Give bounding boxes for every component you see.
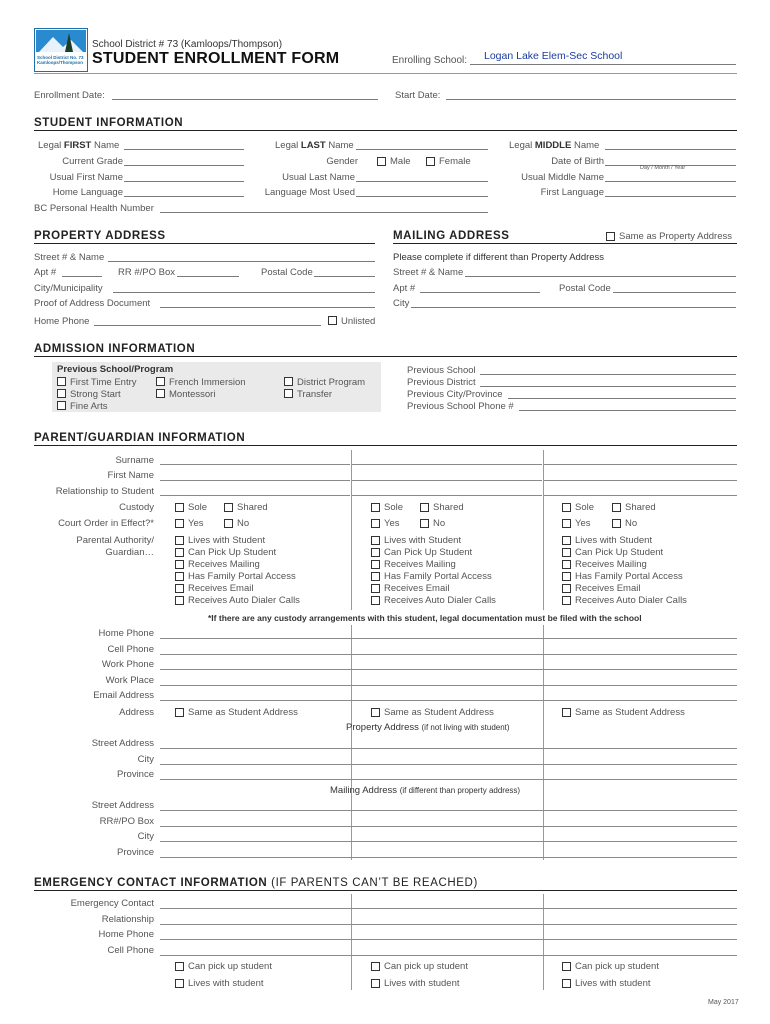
usual-middle-name-label: Usual Middle Name — [521, 172, 604, 183]
parent-column-divider-4 — [543, 625, 544, 860]
previous-school-field[interactable] — [480, 374, 736, 375]
parent-mail-city-row[interactable] — [160, 841, 737, 842]
emergency-pickup-label-2: Can pick up student — [384, 961, 468, 972]
admission-rule — [34, 356, 737, 357]
first-language-field[interactable] — [605, 196, 736, 197]
same-as-student-checkbox-3[interactable] — [562, 708, 571, 717]
dialer-label: Receives Auto Dialer Calls — [575, 595, 687, 606]
female-checkbox[interactable] — [426, 157, 435, 166]
district-program-label: District Program — [297, 377, 366, 388]
french-immersion-label: French Immersion — [169, 377, 246, 388]
legal-last-name-label: Legal LAST Name — [275, 140, 354, 151]
current-grade-label: Current Grade — [62, 156, 123, 167]
logo-text: School District No. 73 Kamloops/Thompson — [37, 55, 84, 65]
property-postal-label: Postal Code — [261, 267, 313, 278]
parent-work-place-row[interactable] — [160, 685, 737, 686]
parent-col-2 — [352, 450, 542, 610]
first-time-entry-checkbox[interactable] — [57, 377, 66, 386]
emergency-contact-label: Emergency Contact — [70, 898, 154, 909]
parent-street-label: Street Address — [91, 738, 154, 749]
no-label: No — [237, 518, 250, 529]
transfer-checkbox[interactable] — [284, 389, 293, 398]
header-divider — [34, 73, 737, 74]
email-checkbox[interactable] — [175, 584, 184, 593]
emergency-lives-checkbox-1[interactable] — [175, 979, 184, 988]
dialer-checkbox[interactable] — [371, 596, 380, 605]
student-info-heading: STUDENT INFORMATION — [34, 117, 184, 129]
previous-city-field[interactable] — [508, 398, 736, 399]
previous-district-label: Previous District — [407, 377, 476, 388]
yes-label: Yes — [575, 518, 591, 529]
parent-mail-rr-label: RR#/PO Box — [99, 816, 154, 827]
property-city-label: City/Municipality — [34, 283, 103, 294]
relationship-label: Relationship to Student — [55, 486, 154, 497]
property-address-rule — [34, 243, 375, 244]
usual-middle-name-field[interactable] — [605, 181, 736, 182]
parent-address-label: Address — [119, 707, 154, 718]
same-as-student-checkbox-1[interactable] — [175, 708, 184, 717]
parent-guardian-rule — [34, 445, 737, 446]
emergency-home-phone-row[interactable] — [160, 939, 737, 940]
pickup-label: Can Pick Up Student — [188, 547, 277, 558]
sole-checkbox[interactable] — [175, 503, 184, 512]
no-label: No — [625, 518, 638, 529]
enrollment-date-label: Enrollment Date: — [34, 90, 105, 101]
mailing-city-field[interactable] — [411, 307, 736, 308]
property-address-caption: Property Address (if not living with student) — [346, 722, 510, 733]
emergency-relationship-row[interactable] — [160, 924, 737, 925]
sole-checkbox[interactable] — [371, 503, 380, 512]
court-order-label: Court Order in Effect?* — [58, 518, 154, 529]
lives-label: Lives with Student — [575, 535, 653, 546]
email-checkbox[interactable] — [562, 584, 571, 593]
home-phone-field[interactable] — [94, 325, 321, 326]
dialer-label: Receives Auto Dialer Calls — [384, 595, 496, 606]
home-phone-label: Home Phone — [34, 316, 90, 327]
mailing-postal-field[interactable] — [613, 292, 736, 293]
emergency-contact-row[interactable] — [160, 908, 737, 909]
language-most-used-field[interactable] — [356, 196, 488, 197]
parent-work-phone-row[interactable] — [160, 669, 737, 670]
footer-date: May 2017 — [708, 999, 739, 1006]
shared-checkbox[interactable] — [612, 503, 621, 512]
proof-of-address-label: Proof of Address Document — [34, 298, 151, 309]
unlisted-label: Unlisted — [341, 316, 376, 327]
property-apt-field[interactable] — [62, 276, 102, 277]
enrollment-date-field[interactable] — [112, 99, 378, 100]
relationship-field[interactable] — [352, 495, 542, 496]
parent-city-label: City — [137, 754, 154, 765]
parent-mail-street-label: Street Address — [91, 800, 154, 811]
relationship-field[interactable] — [160, 495, 350, 496]
shared-label: Shared — [433, 502, 464, 513]
district-name: School District # 73 (Kamloops/Thompson) — [92, 39, 283, 50]
previous-district-field[interactable] — [480, 386, 736, 387]
emergency-heading: EMERGENCY CONTACT INFORMATION (IF PARENTS CAN’T BE REACHED) — [34, 877, 478, 889]
bc-phn-field[interactable] — [160, 212, 488, 213]
mailing-checkbox[interactable] — [562, 560, 571, 569]
parent-guardian-heading: PARENT/GUARDIAN INFORMATION — [34, 432, 246, 444]
mailing-note: Please complete if different than Property Address — [393, 252, 605, 263]
strong-start-checkbox[interactable] — [57, 389, 66, 398]
sole-label: Sole — [575, 502, 595, 513]
surname-field[interactable] — [544, 464, 737, 465]
mailing-label: Receives Mailing — [575, 559, 647, 570]
parent-street-row[interactable] — [160, 748, 737, 749]
dob-label: Date of Birth — [551, 156, 604, 167]
previous-city-label: Previous City/Province — [407, 389, 503, 400]
student-info-rule — [34, 130, 737, 131]
parent-mail-rr-row[interactable] — [160, 826, 737, 827]
usual-first-name-field[interactable] — [124, 181, 244, 182]
shared-label: Shared — [237, 502, 268, 513]
montessori-label: Montessori — [169, 389, 216, 400]
emergency-rule — [34, 890, 737, 891]
unlisted-checkbox[interactable] — [328, 316, 337, 325]
dialer-checkbox[interactable] — [562, 596, 571, 605]
first-language-label: First Language — [540, 187, 604, 198]
emergency-pickup-checkbox-1[interactable] — [175, 962, 184, 971]
female-label: Female — [439, 156, 471, 167]
yes-checkbox[interactable] — [175, 519, 184, 528]
parent-mail-street-row[interactable] — [160, 810, 737, 811]
parent-province-row[interactable] — [160, 779, 737, 780]
legal-first-name-label: Legal FIRST Name — [38, 140, 120, 151]
sole-checkbox[interactable] — [562, 503, 571, 512]
mailing-label: Receives Mailing — [384, 559, 456, 570]
portal-checkbox[interactable] — [175, 572, 184, 581]
mailing-postal-label: Postal Code — [559, 283, 611, 294]
emergency-home-phone-label: Home Phone — [98, 929, 154, 940]
email-label: Receives Email — [575, 583, 641, 594]
montessori-checkbox[interactable] — [156, 389, 165, 398]
parent-cell-phone-row[interactable] — [160, 654, 737, 655]
mailing-apt-label: Apt # — [393, 283, 416, 294]
property-rr-label: RR #/PO Box — [118, 267, 176, 278]
emergency-pickup-label-3: Can pick up student — [575, 961, 659, 972]
property-street-field[interactable] — [108, 261, 375, 262]
current-grade-field[interactable] — [124, 165, 244, 166]
parent-cell-phone-label: Cell Phone — [107, 644, 154, 655]
district-program-checkbox[interactable] — [284, 377, 293, 386]
emergency-cell-phone-row[interactable] — [160, 955, 737, 956]
male-label: Male — [390, 156, 411, 167]
emergency-lives-label-2: Lives with student — [384, 978, 460, 989]
emergency-lives-label-3: Lives with student — [575, 978, 651, 989]
previous-phone-field[interactable] — [519, 410, 736, 411]
email-label: Receives Email — [188, 583, 254, 594]
pickup-label: Can Pick Up Student — [575, 547, 664, 558]
same-as-student-label-2: Same as Student Address — [384, 707, 494, 718]
surname-field[interactable] — [160, 464, 350, 465]
emergency-pickup-label-1: Can pick up student — [188, 961, 272, 972]
parent-email-label: Email Address — [93, 690, 154, 701]
admission-heading: ADMISSION INFORMATION — [34, 343, 196, 355]
parent-home-phone-row[interactable] — [160, 638, 737, 639]
start-date-field[interactable] — [446, 99, 736, 100]
mailing-label: Receives Mailing — [188, 559, 260, 570]
lives-checkbox[interactable] — [562, 536, 571, 545]
mailing-address-heading: MAILING ADDRESS — [393, 230, 510, 242]
first-name-field[interactable] — [352, 480, 542, 481]
surname-label: Surname — [115, 455, 154, 466]
legal-middle-name-label: Legal MIDDLE Name — [509, 140, 600, 151]
lives-checkbox[interactable] — [371, 536, 380, 545]
fine-arts-checkbox[interactable] — [57, 401, 66, 410]
mailing-street-field[interactable] — [465, 276, 736, 277]
dob-hint: Day / Month / Year — [640, 165, 686, 171]
legal-middle-name-field[interactable] — [605, 149, 736, 150]
first-name-label: First Name — [107, 470, 154, 481]
enrolling-school-field[interactable] — [470, 64, 736, 65]
district-logo — [34, 28, 88, 72]
property-rr-field[interactable] — [177, 276, 239, 277]
mailing-checkbox[interactable] — [175, 560, 184, 569]
previous-phone-label: Previous School Phone # — [407, 401, 514, 412]
parent-column-divider-3 — [351, 625, 352, 860]
relationship-field[interactable] — [544, 495, 737, 496]
same-as-property-checkbox[interactable] — [606, 232, 615, 241]
parent-mail-city-label: City — [137, 831, 154, 842]
pickup-checkbox[interactable] — [175, 548, 184, 557]
emergency-lives-label-1: Lives with student — [188, 978, 264, 989]
usual-first-name-label: Usual First Name — [49, 172, 123, 183]
legal-last-name-field[interactable] — [356, 149, 488, 150]
portal-label: Has Family Portal Access — [188, 571, 296, 582]
property-apt-label: Apt # — [34, 267, 57, 278]
emergency-cell-phone-label: Cell Phone — [107, 945, 154, 956]
custody-note: *If there are any custody arrangements with this student, legal documentation must be filed with the school — [208, 613, 642, 623]
no-checkbox[interactable] — [420, 519, 429, 528]
same-as-property-label: Same as Property Address — [619, 231, 732, 242]
yes-checkbox[interactable] — [371, 519, 380, 528]
pickup-checkbox[interactable] — [562, 548, 571, 557]
home-language-label: Home Language — [52, 187, 123, 198]
emergency-lives-checkbox-3[interactable] — [562, 979, 571, 988]
form-title: STUDENT ENROLLMENT FORM — [92, 50, 340, 67]
same-as-student-checkbox-2[interactable] — [371, 708, 380, 717]
usual-last-name-field[interactable] — [356, 181, 488, 182]
first-time-entry-label: First Time Entry — [70, 377, 137, 388]
authority-label-1: Parental Authority/ — [76, 535, 154, 546]
parent-province-label: Province — [117, 769, 154, 780]
emergency-lives-checkbox-2[interactable] — [371, 979, 380, 988]
first-name-field[interactable] — [160, 480, 350, 481]
enrolling-school-label: Enrolling School: — [392, 55, 468, 66]
previous-school-label: Previous School — [407, 365, 476, 376]
yes-label: Yes — [384, 518, 400, 529]
lives-label: Lives with Student — [384, 535, 462, 546]
portal-label: Has Family Portal Access — [575, 571, 683, 582]
parent-mail-province-label: Province — [117, 847, 154, 858]
yes-label: Yes — [188, 518, 204, 529]
pickup-label: Can Pick Up Student — [384, 547, 473, 558]
parent-email-row[interactable] — [160, 700, 737, 701]
sole-label: Sole — [188, 502, 208, 513]
sole-label: Sole — [384, 502, 404, 513]
portal-checkbox[interactable] — [562, 572, 571, 581]
gender-label: Gender — [326, 156, 358, 167]
mailing-address-rule — [393, 243, 737, 244]
yes-checkbox[interactable] — [562, 519, 571, 528]
parent-city-row[interactable] — [160, 764, 737, 765]
usual-last-name-label: Usual Last Name — [282, 172, 355, 183]
property-city-field[interactable] — [113, 292, 375, 293]
mailing-street-label: Street # & Name — [393, 267, 464, 278]
parent-mail-province-row[interactable] — [160, 857, 737, 858]
same-as-student-label-1: Same as Student Address — [188, 707, 298, 718]
mailing-apt-field[interactable] — [420, 292, 540, 293]
emergency-pickup-checkbox-3[interactable] — [562, 962, 571, 971]
language-most-used-label: Language Most Used — [264, 187, 355, 198]
previous-program-label: Previous School/Program — [57, 364, 174, 375]
home-language-field[interactable] — [124, 196, 244, 197]
emergency-relationship-label: Relationship — [101, 914, 154, 925]
property-address-heading: PROPERTY ADDRESS — [34, 230, 166, 242]
parent-col-3 — [544, 450, 737, 610]
shared-checkbox[interactable] — [420, 503, 429, 512]
french-immersion-checkbox[interactable] — [156, 377, 165, 386]
lives-label: Lives with Student — [188, 535, 266, 546]
transfer-label: Transfer — [297, 389, 333, 400]
male-checkbox[interactable] — [377, 157, 386, 166]
start-date-label: Start Date: — [395, 90, 441, 101]
enrolling-school-value: Logan Lake Elem-Sec School — [484, 50, 623, 62]
dialer-label: Receives Auto Dialer Calls — [188, 595, 300, 606]
legal-first-name-field[interactable] — [124, 149, 244, 150]
same-as-student-label-3: Same as Student Address — [575, 707, 685, 718]
mailing-city-label: City — [393, 298, 410, 309]
shared-checkbox[interactable] — [224, 503, 233, 512]
shared-label: Shared — [625, 502, 656, 513]
mailing-address-caption: Mailing Address (if different than property address) — [330, 785, 521, 796]
property-street-label: Street # & Name — [34, 252, 105, 263]
bc-phn-label: BC Personal Health Number — [34, 203, 154, 214]
email-label: Receives Email — [384, 583, 450, 594]
lives-checkbox[interactable] — [175, 536, 184, 545]
portal-label: Has Family Portal Access — [384, 571, 492, 582]
first-name-field[interactable] — [544, 480, 737, 481]
proof-of-address-field[interactable] — [160, 307, 375, 308]
parent-col-1 — [160, 450, 350, 610]
fine-arts-label: Fine Arts — [70, 401, 108, 412]
no-checkbox[interactable] — [224, 519, 233, 528]
strong-start-label: Strong Start — [70, 389, 121, 400]
pickup-checkbox[interactable] — [371, 548, 380, 557]
parent-work-phone-label: Work Phone — [101, 659, 154, 670]
no-label: No — [433, 518, 446, 529]
authority-label-2: Guardian… — [105, 547, 154, 558]
parent-work-place-label: Work Place — [105, 675, 154, 686]
no-checkbox[interactable] — [612, 519, 621, 528]
emergency-pickup-checkbox-2[interactable] — [371, 962, 380, 971]
portal-checkbox[interactable] — [371, 572, 380, 581]
parent-home-phone-label: Home Phone — [98, 628, 154, 639]
email-checkbox[interactable] — [371, 584, 380, 593]
mailing-checkbox[interactable] — [371, 560, 380, 569]
dialer-checkbox[interactable] — [175, 596, 184, 605]
custody-label: Custody — [119, 502, 154, 513]
surname-field[interactable] — [352, 464, 542, 465]
property-postal-field[interactable] — [314, 276, 375, 277]
